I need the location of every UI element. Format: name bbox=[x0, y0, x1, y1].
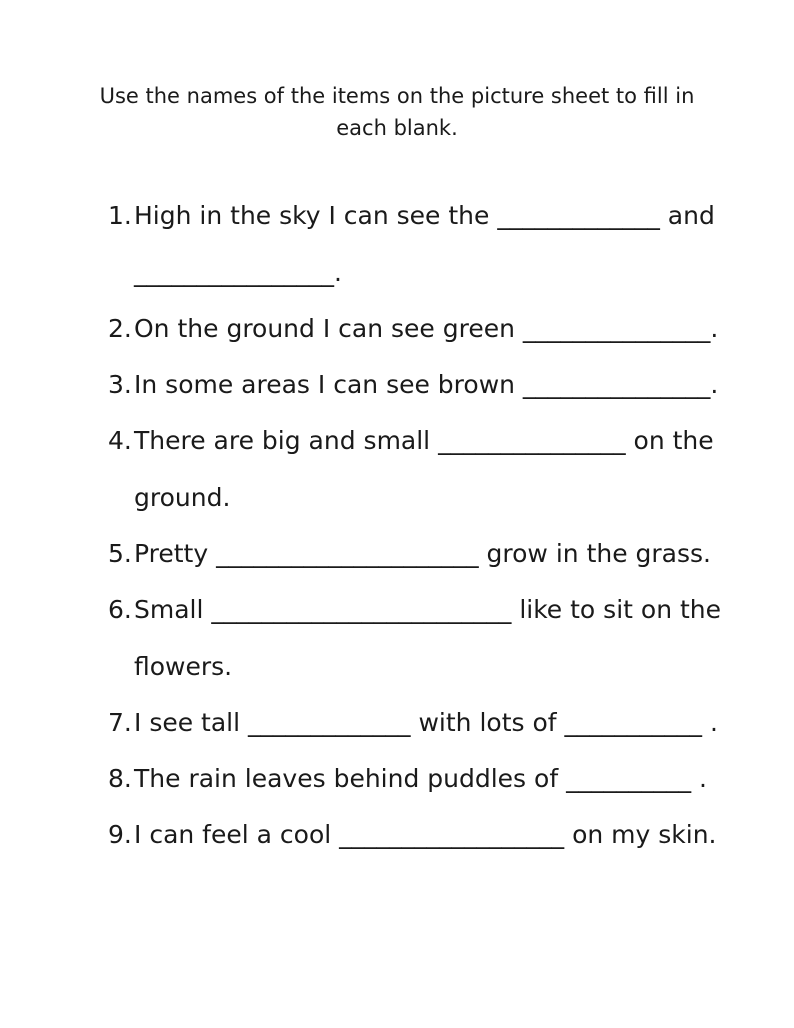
question-text: High in the sky I can see the _____________ and bbox=[134, 201, 715, 230]
question-5 bbox=[0, 534, 794, 574]
question-number: 1. bbox=[108, 201, 132, 230]
question-9 bbox=[0, 815, 794, 855]
question-text: On the ground I can see green _______________. bbox=[134, 314, 719, 343]
question-1 bbox=[0, 196, 794, 236]
instructions bbox=[70, 80, 724, 144]
question-text: ________________. bbox=[134, 258, 342, 287]
question-number: 8. bbox=[108, 764, 132, 793]
question-6 bbox=[0, 590, 794, 630]
question-text: The rain leaves behind puddles of __________ . bbox=[134, 764, 707, 793]
question-2 bbox=[0, 309, 794, 349]
question-8 bbox=[0, 759, 794, 799]
question-number: 7. bbox=[108, 708, 132, 737]
instructions-line-2: each blank. bbox=[336, 116, 458, 140]
question-number: 9. bbox=[108, 820, 132, 849]
instructions-line-1: Use the names of the items on the picture sheet to fill in bbox=[99, 84, 695, 108]
question-number: 2. bbox=[108, 314, 132, 343]
question-text: I can feel a cool __________________ on my skin. bbox=[134, 820, 717, 849]
question-text: Pretty _____________________ grow in the grass. bbox=[134, 539, 712, 568]
question-number: 6. bbox=[108, 595, 132, 624]
question-4-continuation bbox=[0, 478, 794, 518]
question-6-continuation bbox=[0, 647, 794, 687]
question-number: 5. bbox=[108, 539, 132, 568]
question-1-continuation bbox=[0, 253, 794, 293]
question-text: Small ________________________ like to sit on the bbox=[134, 595, 722, 624]
question-text: There are big and small _______________ on the bbox=[134, 426, 714, 455]
question-text: ground. bbox=[134, 483, 231, 512]
question-text: flowers. bbox=[134, 652, 233, 681]
question-7 bbox=[0, 703, 794, 743]
question-number: 4. bbox=[108, 426, 132, 455]
question-4 bbox=[0, 421, 794, 461]
question-3 bbox=[0, 365, 794, 405]
question-text: I see tall _____________ with lots of ___________ . bbox=[134, 708, 718, 737]
question-text: In some areas I can see brown _______________. bbox=[134, 370, 719, 399]
question-number: 3. bbox=[108, 370, 132, 399]
